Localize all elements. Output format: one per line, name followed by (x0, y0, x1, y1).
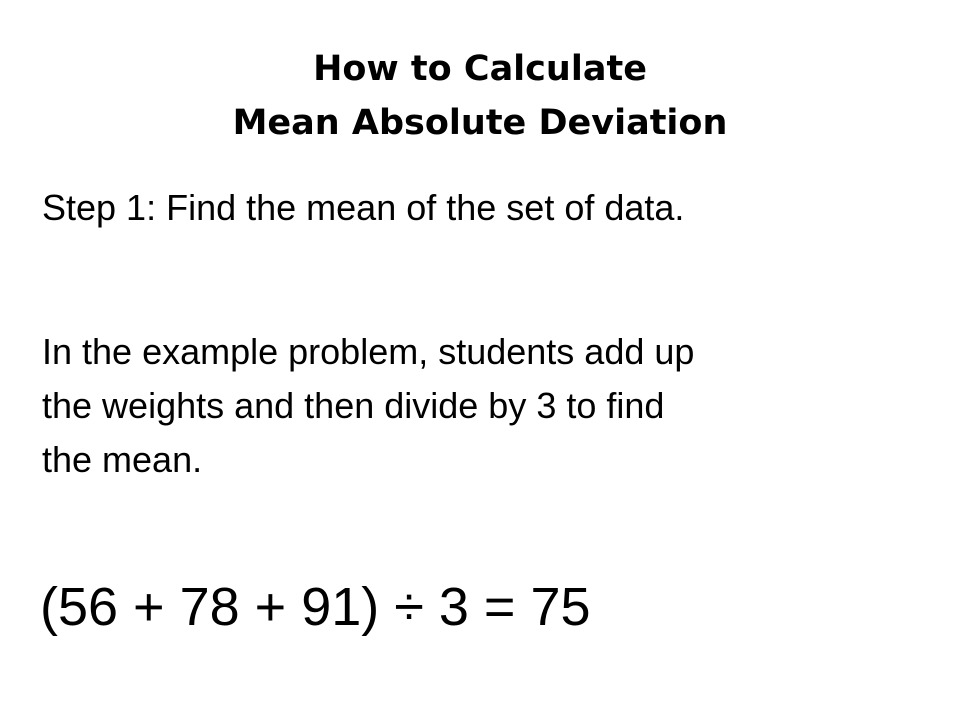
explanation-line: the weights and then divide by 3 to find (42, 385, 665, 426)
mean-equation: (56 + 78 + 91) ÷ 3 = 75 (40, 577, 591, 637)
explanation-line: In the example problem, students add up (42, 331, 695, 372)
step-text: Step 1: Find the mean of the set of data. (42, 187, 685, 228)
title-line: Mean Absolute Deviation (232, 103, 728, 143)
explanation-paragraph (42, 325, 922, 487)
explanation-line: the mean. (42, 439, 203, 480)
slide-title (0, 42, 960, 150)
title-line: How to Calculate (313, 49, 647, 89)
